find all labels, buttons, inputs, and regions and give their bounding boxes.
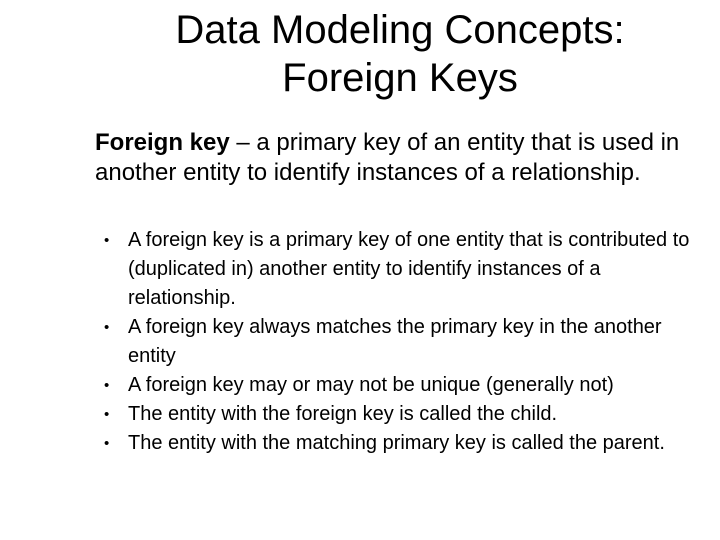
bullet-item <box>104 400 704 429</box>
bullet-text: A foreign key may or may not be unique (generally not) <box>128 374 614 396</box>
definition-paragraph <box>95 128 705 188</box>
bullet-icon: • <box>104 435 110 452</box>
bullet-item <box>104 313 704 371</box>
bullet-text: A foreign key always matches the primary key in the another entity <box>128 316 662 367</box>
slide-title-line-2: Foreign Keys <box>282 56 518 100</box>
bullet-item <box>104 371 704 400</box>
bullet-text: The entity with the foreign key is called the child. <box>128 403 558 425</box>
bullet-list <box>104 226 704 458</box>
bullet-icon: • <box>104 406 110 423</box>
bullet-item <box>104 429 704 458</box>
bullet-item <box>104 226 704 313</box>
definition-text: – a primary key of an entity that is used in another entity to identify instances of a relationship. <box>95 129 680 186</box>
definition-term: Foreign key <box>95 129 230 156</box>
slide-title-line-1: Data Modeling Concepts: <box>175 8 625 52</box>
bullet-text: The entity with the matching primary key is called the parent. <box>128 432 665 454</box>
bullet-icon: • <box>104 319 110 336</box>
slide-title <box>0 6 720 102</box>
bullet-icon: • <box>104 232 110 249</box>
bullet-text: A foreign key is a primary key of one entity that is contributed to (duplicated in) another entity to identify instances of a relationship. <box>128 229 690 309</box>
bullet-icon: • <box>104 377 110 394</box>
